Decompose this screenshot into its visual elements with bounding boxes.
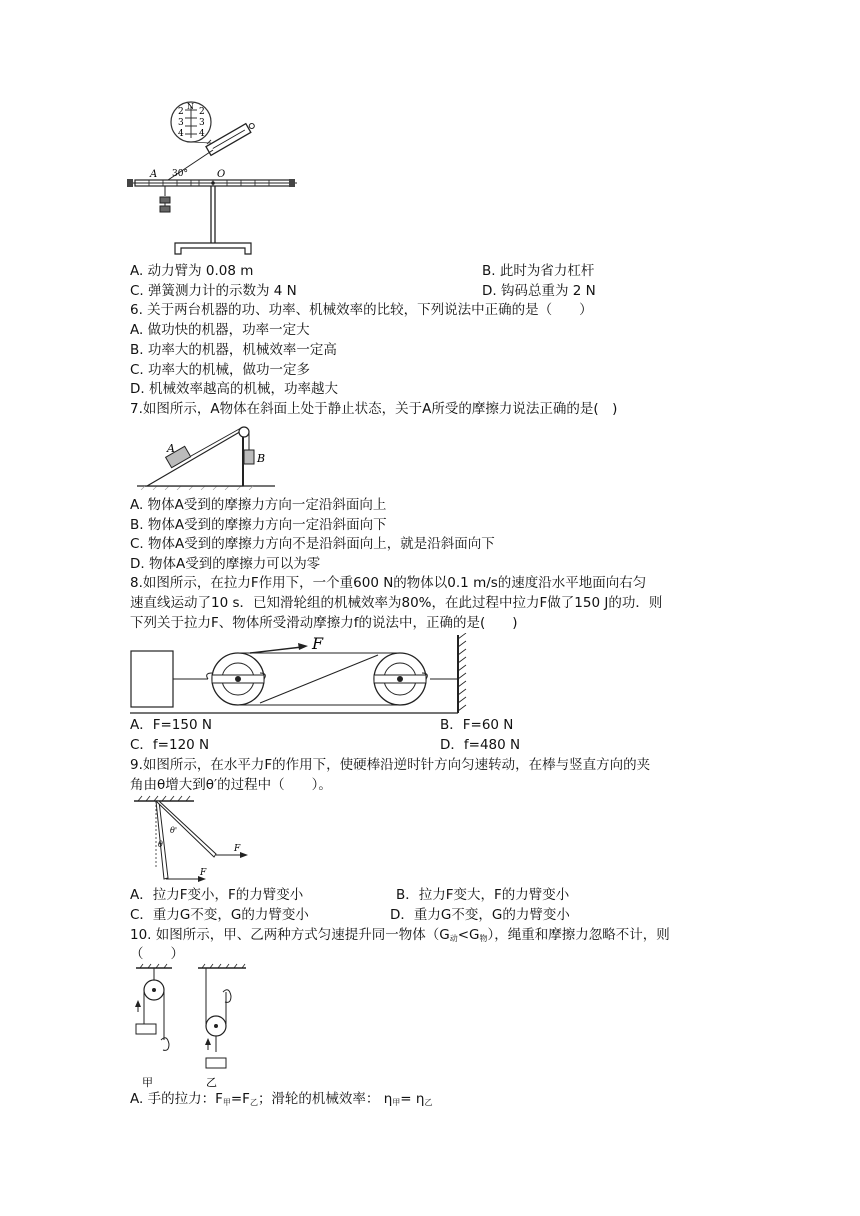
q10-option-a-eq2: = η — [400, 1091, 425, 1107]
pulley-compare-figure — [128, 962, 258, 1092]
q10-option-a-part2: ；滑轮的机械效率： η — [257, 1091, 393, 1107]
q9-stem-line-2: 角由θ增大到θ′的过程中（ ）。 — [130, 777, 332, 793]
q6-stem: 6. 关于两台机器的功、功率、机械效率的比较，下列说法中正确的是（ ） — [130, 302, 593, 318]
q8-stem-line-2: 速直线运动了10 s．已知滑轮组的机械效率为80%，在此过程中拉力F做了150 J的功．则 — [130, 595, 663, 611]
q10-sub-wu: 物 — [479, 934, 488, 943]
q9-option-d: D．重力G不变，G的力臂变小 — [390, 907, 570, 923]
q10-stem-part1: 10. 如图所示，甲、乙两种方式匀速提升同一物体（G — [130, 927, 450, 943]
label-jia: 甲 — [142, 1076, 153, 1089]
label-f: F — [312, 634, 324, 653]
q9-option-c: C．重力G不变，G的力臂变小 — [130, 907, 309, 923]
rod-figure — [130, 795, 252, 885]
q6-option-b: B. 功率大的机器，机械效率一定高 — [130, 342, 337, 358]
dial-label-4: 3 — [199, 118, 205, 128]
q8-option-d: D．f=480 N — [440, 737, 521, 753]
q10-sub-jia: 甲 — [222, 1098, 231, 1107]
lever-figure — [125, 100, 305, 260]
q9-stem-line-1: 9.如图所示，在水平力F的作用下，使硬棒沿逆时针方向匀速转动，在棒与竖直方向的夹 — [130, 757, 651, 773]
q10-stem-lt: <G — [457, 927, 480, 943]
theta-prime-label: θ' — [170, 826, 178, 835]
q10-sub-jia-2: 甲 — [392, 1098, 401, 1107]
q8-stem-line-3: 下列关于拉力F、物体所受滑动摩擦力f的说法中，正确的是( ) — [130, 615, 518, 631]
dial-label-2: 2 — [199, 107, 205, 117]
q7-stem: 7.如图所示，A物体在斜面上处于静止状态，关于A所受的摩擦力说法正确的是( ) — [130, 401, 618, 417]
q5-option-a: A. 动力臂为 0.08 m — [130, 263, 254, 279]
q9-option-a: A．拉力F变小，F的力臂变小 — [130, 887, 304, 903]
pulley-block-figure — [130, 633, 480, 715]
q6-option-c: C. 功率大的机械，做功一定多 — [130, 362, 311, 378]
q6-option-d: D. 机械效率越高的机械，功率越大 — [130, 381, 338, 397]
q8-stem-line-1: 8.如图所示，在拉力F作用下，一个重600 N的物体以0.1 m/s的速度沿水平地面向右匀 — [130, 575, 647, 591]
q10-option-a-part1: A. 手的拉力：F — [130, 1091, 223, 1107]
q10-option-a — [130, 1090, 432, 1112]
q10-sub-yi: 乙 — [249, 1098, 258, 1107]
theta-label: θ — [158, 840, 163, 849]
label-o: O — [217, 169, 226, 180]
dial-label-6: 4 — [199, 129, 205, 139]
label-a: A — [150, 169, 158, 180]
angle-label: 30° — [172, 169, 188, 179]
q10-stem-line-2: （ ） — [130, 946, 184, 962]
q7-option-d: D. 物体A受到的摩擦力可以为零 — [130, 556, 321, 572]
label-f-2: F — [200, 868, 207, 878]
q8-option-b: B．F=60 N — [440, 717, 514, 733]
dial-label-3: 3 — [178, 118, 184, 128]
dial-label-n: N — [187, 102, 194, 111]
q10-stem-part2: ），绳重和摩擦力忽略不计，则 — [487, 927, 670, 943]
q6-option-a: A. 做功快的机器，功率一定大 — [130, 322, 310, 338]
dial-label-1: 2 — [178, 107, 184, 117]
q8-option-a: A．F=150 N — [130, 717, 212, 733]
q10-option-a-eq: =F — [230, 1091, 250, 1107]
dial-label-5: 4 — [178, 129, 184, 139]
q10-stem — [130, 926, 670, 948]
label-a: A — [167, 442, 175, 455]
q9-option-b: B．拉力F变大，F的力臂变小 — [396, 887, 570, 903]
q10-sub-dong: 动 — [449, 934, 458, 943]
q5-option-d: D. 钩码总重为 2 N — [482, 283, 596, 299]
q5-option-c: C. 弹簧测力计的示数为 4 N — [130, 283, 297, 299]
label-yi: 乙 — [206, 1076, 217, 1089]
label-b: B — [257, 452, 266, 465]
q7-option-a: A. 物体A受到的摩擦力方向一定沿斜面向上 — [130, 497, 387, 513]
q7-option-b: B. 物体A受到的摩擦力方向一定沿斜面向下 — [130, 517, 387, 533]
q10-sub-yi-2: 乙 — [424, 1098, 433, 1107]
incline-figure — [135, 418, 285, 490]
q7-option-c: C. 物体A受到的摩擦力方向不是沿斜面向上，就是沿斜面向下 — [130, 536, 495, 552]
q8-option-c: C．f=120 N — [130, 737, 210, 753]
q5-option-b: B. 此时为省力杠杆 — [482, 263, 595, 279]
label-f-1: F — [234, 844, 241, 854]
